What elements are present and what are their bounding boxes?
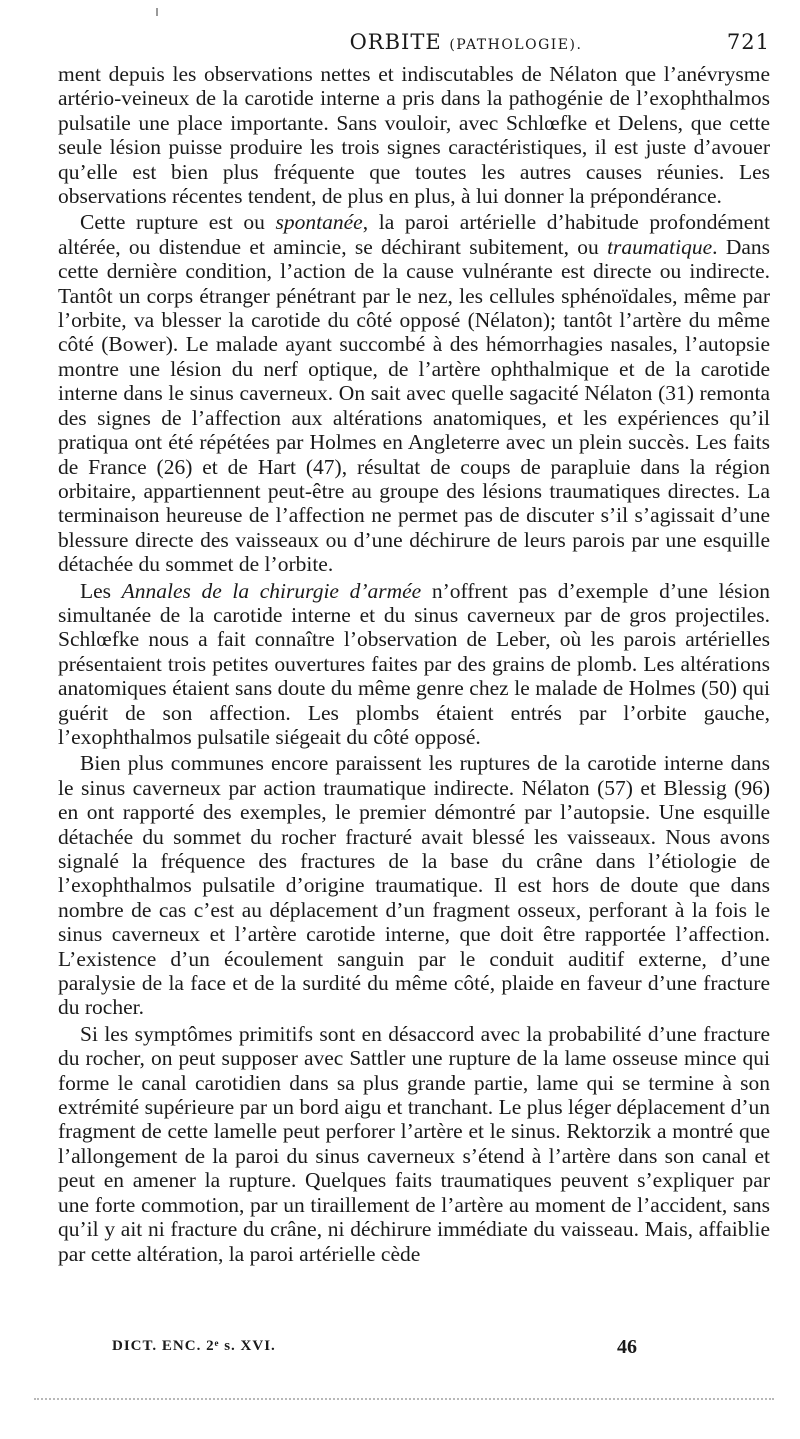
page-number: 721 — [726, 30, 770, 54]
text-run: ment depuis les observations nettes et indiscutables de Nélaton que l’anévrysme artério-veineux de la carotide interne a pris dans la pathogénie de l’exophthalmos pulsatile une place importante. Sans vouloir, avec Schlœfke et Delens, que cette seule lésion puisse produire les trois signes caractéristiques, il est juste d’avouer qu’elle est bien plus fréquente que toutes les autres causes réunies. Les observations récentes tendent, de plus en plus, à lui donner la prépondérance. — [58, 62, 770, 209]
page-footer — [112, 1336, 732, 1362]
italic-text: spontanée — [275, 210, 363, 235]
paragraph — [58, 62, 770, 208]
running-title-main: ORBITE — [349, 30, 442, 54]
paragraph — [58, 579, 770, 750]
scan-noise-line — [34, 1398, 774, 1403]
text-run: n’offrent pas d’exemple d’une lésion simultanée de la carotide interne et du sinus caverneux par de gros projectiles. Schlœfke nous a fait connaître l’observation de Leber, où les parois artérielles présentaient trois petites ouvertures faites par des grains de plomb. Les altérations anatomiques étaient sans doute du même genre chez le malade de Holmes (50) qui guérit de son affection. Les plombs étaient entrés par l’orbite gauche, l’exophthalmos pulsatile siégeait du côté opposé. — [58, 578, 770, 749]
running-title — [52, 30, 770, 54]
running-head — [52, 30, 770, 58]
paragraph — [58, 1022, 770, 1266]
paragraph — [58, 210, 770, 576]
body-text — [58, 62, 770, 1266]
text-run: Bien plus communes encore paraissent les ruptures de la carotide interne dans le sinus caverneux par action traumatique indirecte. Nélaton (57) et Blessig (96) en ont rapporté des exemples, le premier démontré par l’autopsie. Une esquille détachée du sommet du rocher fracturé avait blessé les vaisseaux. Nous avons signalé la fréquence des fractures de la base du crâne dans l’étiologie de l’exophthalmos pulsatile d’origine traumatique. Il est hors de doute que dans nombre de cas c’est au déplacement d’un fragment osseux, perforant à la fois le sinus caverneux et l’artère carotide interne, que doit être rapportée l’affection. L’existence d’un écoulement sanguin par le conduit auditif externe, d’une paralysie de la face et de la surdité du même côté, plaide en faveur d’une fracture du rocher. — [58, 751, 770, 1020]
text-run: Si les symptômes primitifs sont en désaccord avec la probabilité d’une fracture du rocher, on peut supposer avec Sattler une rupture de la lame osseuse mince qui forme le canal carotidien dans sa plus grande partie, lame qui se termine à son extrémité supérieure par un bord aigu et tranchant. Le plus léger déplacement d’un fragment de cette lamelle peut perforer l’artère et le sinus. Rektorzik a montré que l’allongement de la paroi du sinus caverneux s’étend à l’artère dans son canal et peut en amener la rupture. Quelques faits traumatiques peuvent s’expliquer par une forte commotion, par un tiraillement de l’artère au moment de l’accident, sans qu’il y ait ni fracture du crâne, ni déchirure immédiate du vaisseau. Mais, affaiblie par cette altération, la paroi artérielle cède — [58, 1021, 770, 1266]
text-run: . Dans cette dernière condition, l’action de la cause vulnérante est directe ou indirecte. Tantôt un corps étranger pénétrant par le nez, les cellules sphénoïdales, même par l’orbite, va blesser la carotide du côté opposé (Nélaton); tantôt l’artère du même côté (Bower). Le malade ayant succombé à des hémorrhagies nasales, l’autopsie montre une lésion du nerf optique, de l’artère ophthalmique et de la carotide interne dans le sinus caverneux. On sait avec quelle sagacité Nélaton (31) remonta des signes de l’affection aux altérations anatomiques, et les expériences qu’il pratiqua ont été répétées par Holmes en Angleterre avec un plein succès. Les faits de France (26) et de Hart (47), résultat de coups de parapluie dans la région orbitaire, appartiennent peut-être au groupe des lésions traumatiques directes. La terminaison heureuse de l’affection ne permet pas de discuter s’il s’agissait d’une blessure directe des vaisseaux ou d’une déchirure de leurs parois par une esquille détachée du sommet de l’orbite. — [58, 234, 771, 577]
text-run: , la paroi artérielle d’habitude profondément altérée, ou distendue et amincie, se déchirant subitement, ou — [58, 210, 770, 259]
italic-text: traumatique — [607, 234, 713, 259]
sheet-number: 46 — [617, 1336, 637, 1358]
signature-mark: DICT. ENC. 2ᵉ s. XVI. — [112, 1338, 276, 1354]
scan-mark — [156, 8, 158, 16]
paragraph — [58, 751, 770, 1019]
running-title-sub: (PATHOLOGIE). — [449, 37, 583, 53]
italic-text: Annales de la chirurgie d’armée — [121, 578, 422, 603]
text-run: Cette rupture est ou — [80, 210, 276, 235]
text-run: Les — [80, 578, 122, 603]
